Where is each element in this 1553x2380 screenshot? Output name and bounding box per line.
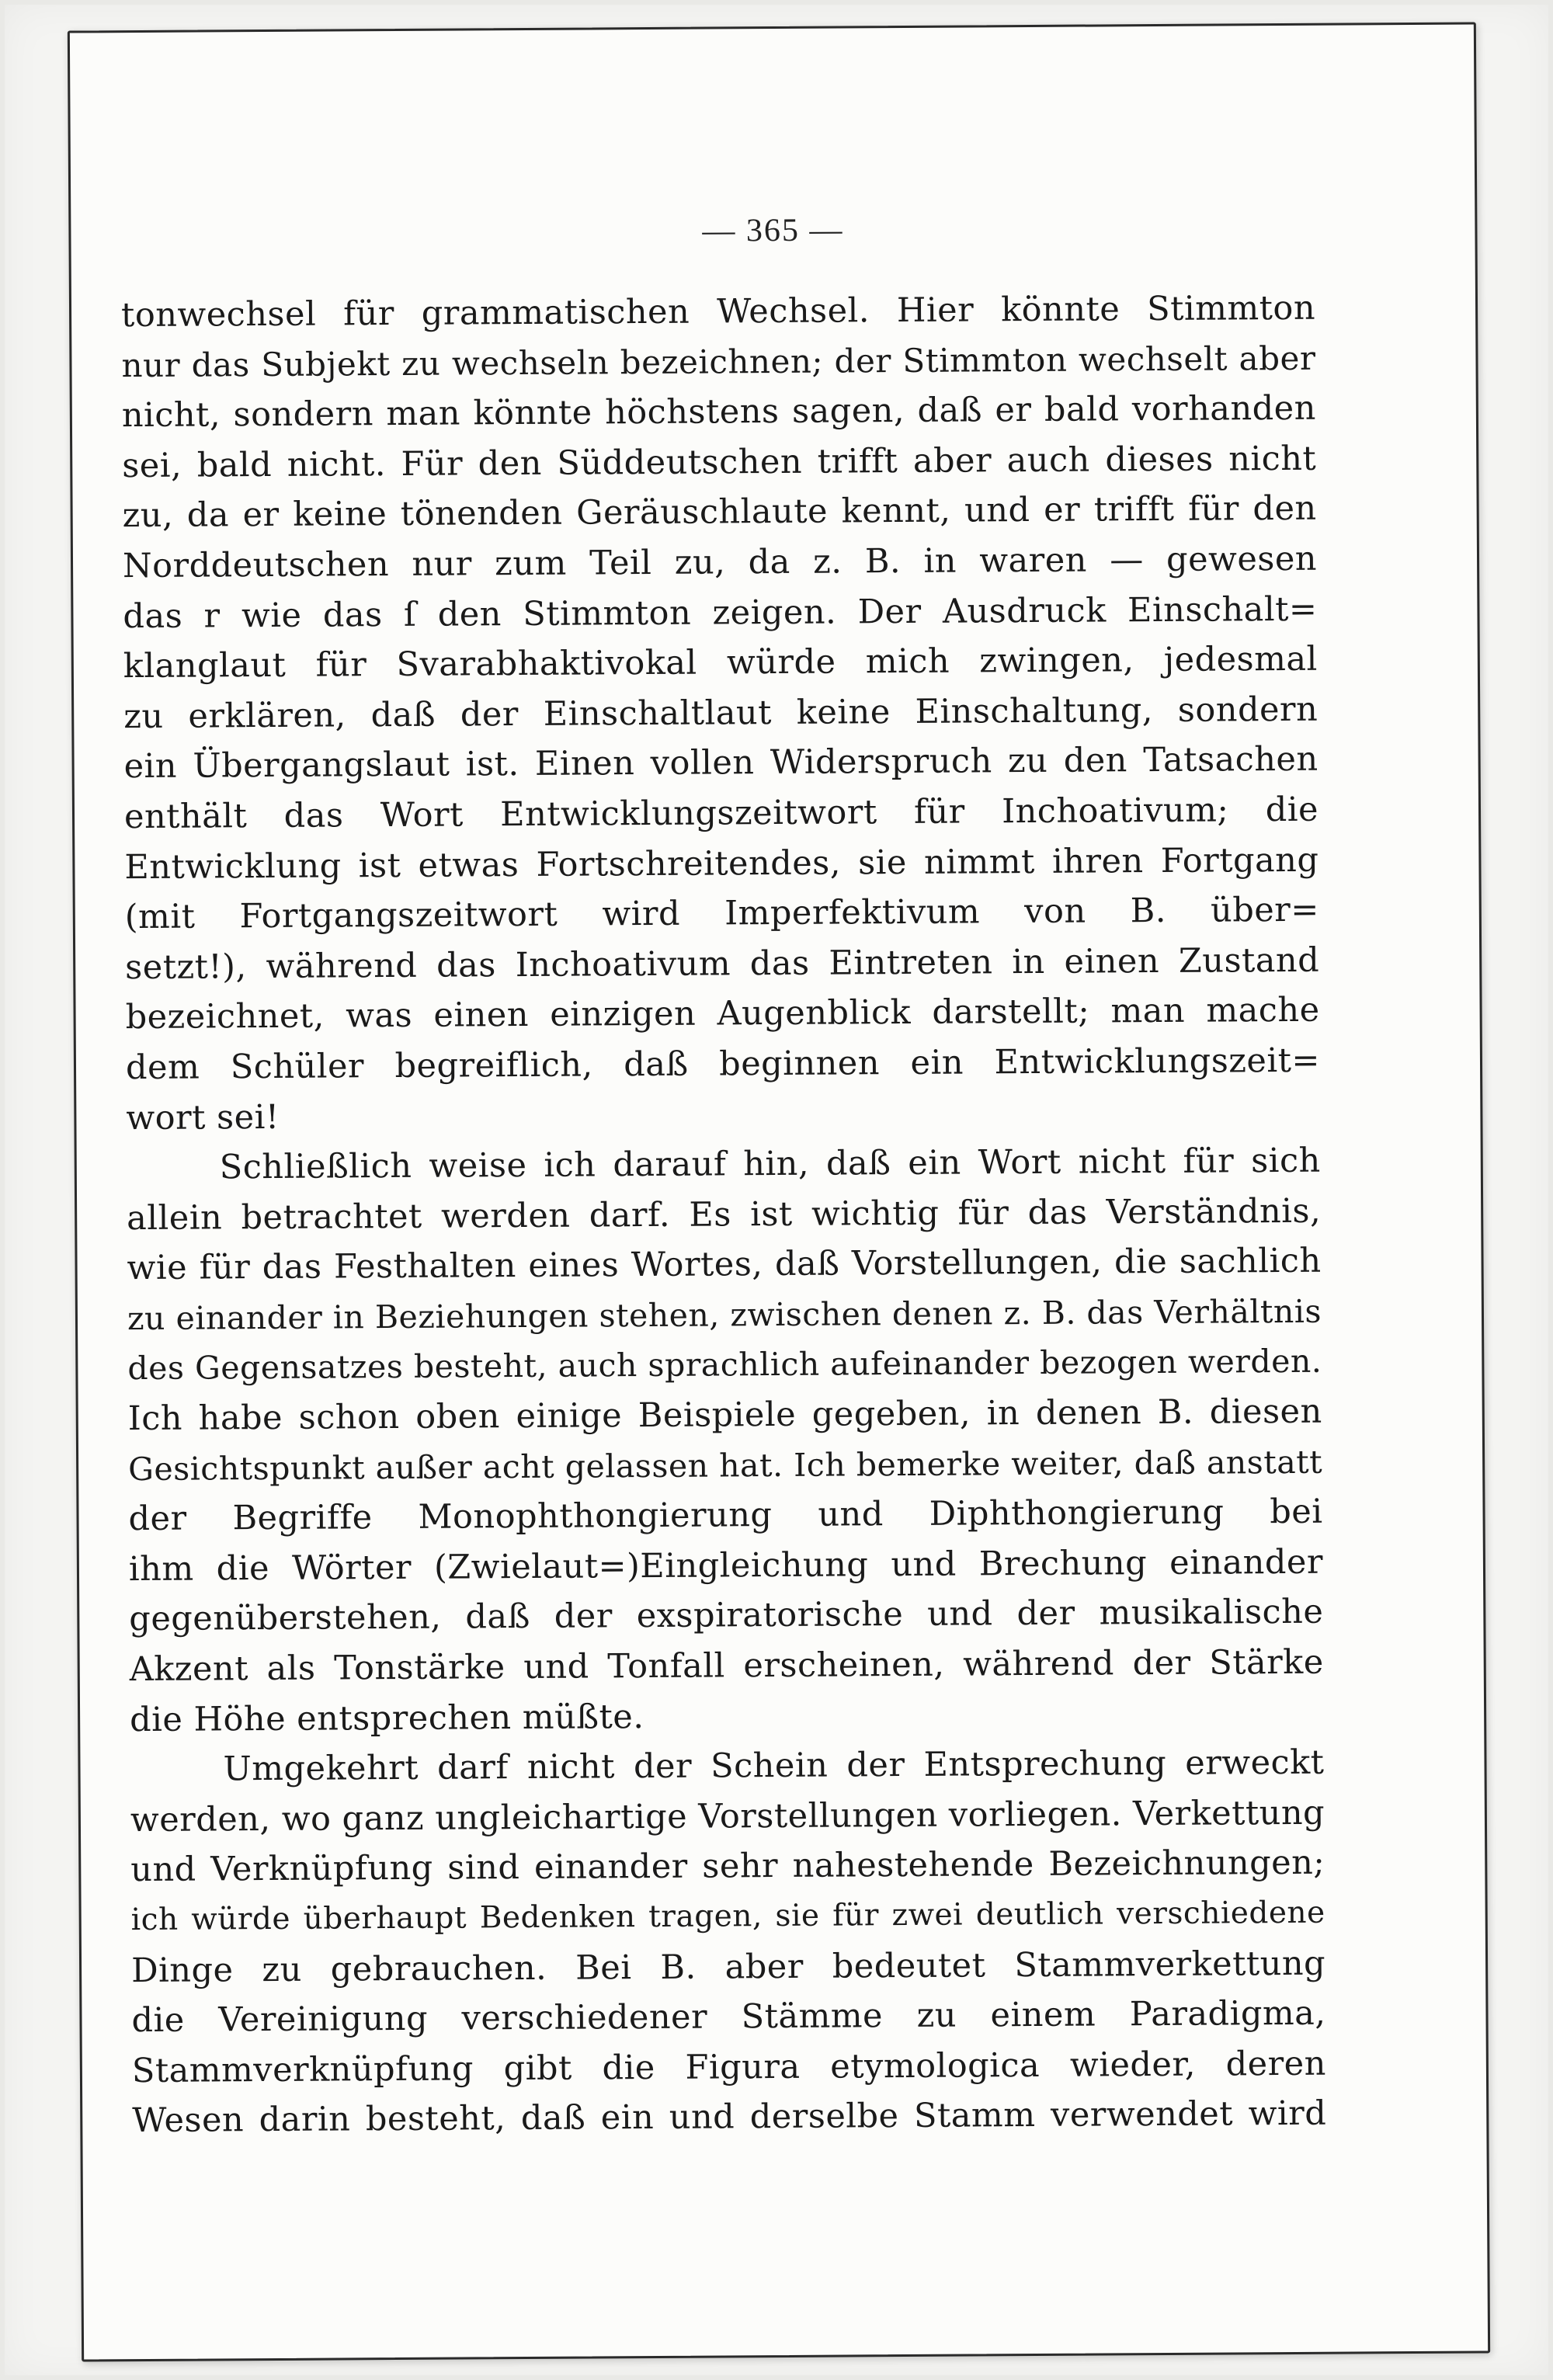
text-line: Wesen darin besteht, daß ein und derselbe Stamm verwendet wird <box>132 2094 1327 2141</box>
text-line: ich würde überhaupt Bedenken tragen, sie für zwei deutlich verschiedene <box>130 1895 1325 1938</box>
text-line: dem Schüler begreiflich, daß beginnen ein Entwicklungszeit= <box>125 1041 1321 1088</box>
text-line: Dinge zu gebrauchen. Bei B. aber bedeutet Stammverkettung <box>130 1944 1326 1990</box>
text-line: Entwicklung ist etwas Fortschreitendes, sie nimmt ihren Fortgang <box>124 840 1319 887</box>
text-line: Norddeutschen nur zum Teil zu, da z. B. in waren — gewesen <box>122 539 1318 586</box>
text-line: Stammverknüpfung gibt die Figura etymologica wieder, deren <box>131 2044 1327 2090</box>
text-line: Akzent als Tonstärke und Tonfall erscheinen, während der Stärke <box>129 1642 1324 1690</box>
text-line: werden, wo ganz ungleichartige Vorstellungen vorliegen. Verkettung <box>130 1793 1325 1840</box>
text-line: nicht, sondern man könnte höchstens sagen, daß er bald vorhanden <box>121 388 1317 436</box>
text-line: nur das Subjekt zu wechseln bezeichnen; der Stimmton wechselt aber <box>121 339 1316 384</box>
text-line: des Gegensatzes besteht, auch sprachlich aufeinander bezogen werden. <box>127 1343 1322 1388</box>
text-line: das r wie das ſ den Stimmton zeigen. Der Ausdruck Einschalt= <box>123 589 1318 636</box>
text-line: allein betrachtet werden darf. Es ist wichtig für das Verständnis, <box>127 1191 1322 1238</box>
text-line: zu erklären, daß der Einschaltlaut keine Einschaltung, sondern <box>123 690 1318 736</box>
text-line: ihm die Wörter (Zwielaut=)Eingleichung und Brechung einander <box>128 1542 1324 1589</box>
paragraph-start-line: Umgekehrt darf nicht der Schein der Entsprechung erweckt <box>223 1742 1325 1789</box>
text-line: (mit Fortgangszeitwort wird Imperfektivum von B. über= <box>124 890 1319 937</box>
paragraph-end-line: die Höhe entsprechen müßte. <box>129 1697 644 1739</box>
text-line: Ich habe schon oben einige Beispiele gegeben, in denen B. diesen <box>127 1392 1322 1439</box>
paragraph-start-line: Schließlich weise ich darauf hin, daß ein Wort nicht für sich <box>219 1141 1321 1187</box>
page-number: — 365 — <box>702 212 844 249</box>
text-line: ein Übergangslaut ist. Einen vollen Widerspruch zu den Tatsachen <box>123 740 1318 787</box>
text-line: sei, bald nicht. Für den Süddeutschen trifft aber auch dieses nicht <box>122 439 1317 485</box>
text-line: gegenüberstehen, daß der exspiratorische und der musikalische <box>129 1593 1324 1639</box>
book-page <box>68 22 1490 2361</box>
text-line: bezeichnet, was einen einzigen Augenblick darstellt; man mache <box>125 991 1320 1037</box>
text-line: zu einander in Beziehungen stehen, zwischen denen z. B. das Verhältnis <box>127 1292 1322 1338</box>
paragraph-end-line: wort sei! <box>126 1097 280 1138</box>
text-line: wie für das Festhalten eines Wortes, daß Vorstellungen, die sachlich <box>127 1242 1322 1288</box>
text-line: zu, da er keine tönenden Geräuschlaute kennt, und er trifft für den <box>122 489 1317 536</box>
text-line: setzt!), während das Inchoativum das Eintreten in einen Zustand <box>125 940 1320 987</box>
text-line: enthält das Wort Entwicklungszeitwort für Inchoativum; die <box>123 790 1319 837</box>
text-line: der Begriffe Monophthongierung und Diphthongierung bei <box>128 1492 1323 1539</box>
body-text <box>121 283 1327 2146</box>
text-line: und Verknüpfung sind einander sehr nahestehende Bezeichnungen; <box>130 1843 1325 1890</box>
text-line: tonwechsel für grammatischen Wechsel. Hier könnte Stimmton <box>120 288 1316 335</box>
text-line: Gesichtspunkt außer acht gelassen hat. Ich bemerke weiter, daß anstatt <box>128 1443 1323 1488</box>
text-line: klanglaut für Svarabhaktivokal würde mich zwingen, jedesmal <box>123 639 1318 686</box>
text-line: die Vereinigung verschiedener Stämme zu einem Paradigma, <box>131 1993 1326 2041</box>
